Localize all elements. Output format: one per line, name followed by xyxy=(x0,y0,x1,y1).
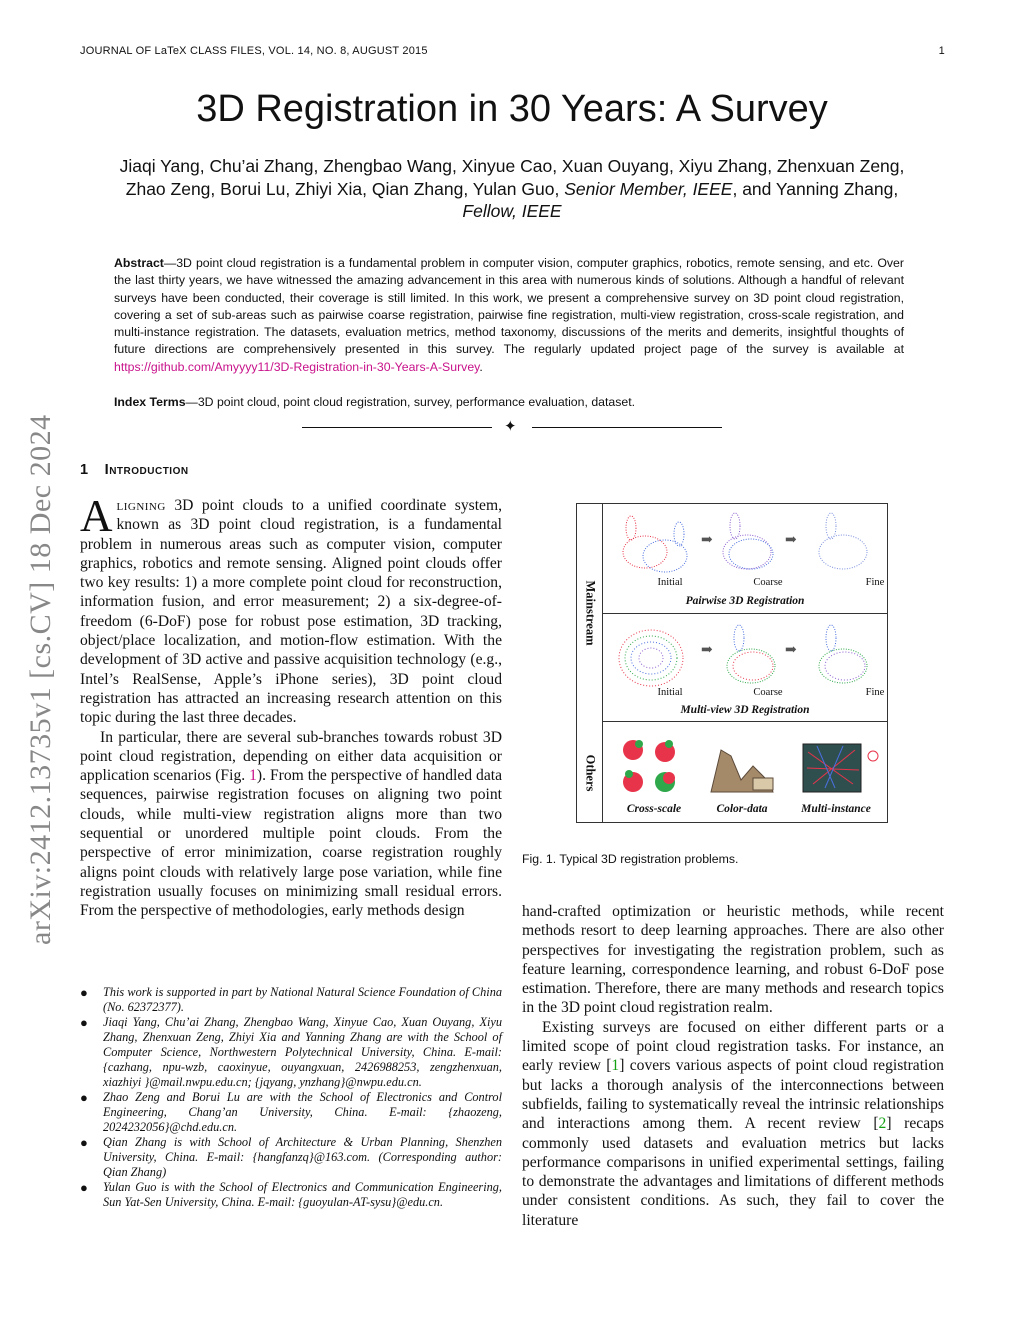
fig-ref-link[interactable]: 1 xyxy=(249,767,257,785)
ref-1-link[interactable]: 1 xyxy=(611,1057,620,1075)
multiview-row xyxy=(603,614,887,722)
running-head xyxy=(80,45,945,57)
separator-diamond-icon: ✦ xyxy=(504,419,517,435)
pairwise-row xyxy=(603,504,887,614)
section-heading: 1 Introduction xyxy=(80,462,189,478)
cross-scale-illustration xyxy=(623,740,675,792)
others-label-cross-scale: Cross-scale xyxy=(626,803,682,815)
multi-instance-illustration xyxy=(803,744,878,792)
others-label-multi-instance: Multi-instance xyxy=(801,803,871,815)
zhang-role: Fellow, IEEE xyxy=(462,201,562,221)
multiview-fine xyxy=(819,625,867,683)
index-terms: Index Terms—3D point cloud, point cloud registration, survey, performance evaluation, dataset. xyxy=(114,395,636,409)
ref-2-link[interactable]: 2 xyxy=(878,1115,887,1133)
multiview-stage-coarse: Coarse xyxy=(753,687,783,698)
multiview-stage-fine: Fine xyxy=(865,687,885,698)
multiview-stage-initial: Initial xyxy=(657,687,683,698)
abstract: Abstract—3D point cloud registration is a fundamental problem in computer vision, computer graphics, robotics, remote sensing, and etc. Over the last thirty years, we have witnessed the amazing advancement in this area with numerous kinds of solutions. Although a handful of relevant surveys have been conducted, their coverage is still limited. In this work, we present a comprehensive survey on 3D point cloud registration, covering a set of sub-areas such as pairwise coarse registration, pairwise fine registration, multi-view registration, cross-scale registration, and multi-instance registration. The datasets, evaluation metrics, method taxonomy, discussions of the merits and demerits, insightful thoughts of future directions are comprehensively presented in this survey. The regularly updated project page of the survey is available at https://github.com/Amyyyy11/3D-Registration-in-30-Years-A-Survey. xyxy=(114,256,904,374)
svg-text:➡: ➡ xyxy=(701,533,713,548)
color-data-illustration xyxy=(711,750,773,792)
footnote: ● This work is supported in part by National Natural Science Foundation of China (No. 62372377). xyxy=(80,985,502,1014)
svg-text:➡: ➡ xyxy=(785,533,797,548)
figure-side-mainstream: Mainstream xyxy=(577,504,603,722)
bunny-coarse xyxy=(723,513,773,569)
footnote: ● Yulan Guo is with the School of Electronics and Communication Engineering, Sun Yat-Sen University, China. E-mail: {guoyulan-AT-sysu}@edu.cn. xyxy=(80,1180,502,1209)
figure-1 xyxy=(576,503,888,823)
separator xyxy=(302,419,722,435)
footnotes xyxy=(80,985,502,1210)
intro-paragraph-2: In particular, there are several sub-branches towards robust 3D point cloud registration, depending on either data acquisition or application scenarios (Fig. 1). From the perspective of handled data sequences, pairwise registration focuses on aligning two point clouds, while multi-view registration aligns more than two sequential or unordered multiple point clouds. From the perspective of error minimization, coarse registration roughly aligns point clouds with relatively large pose variation, while fine registration usually focuses on minimizing small residual errors. From the perspective of methodologies, early methods design xyxy=(80,728,502,920)
intro-paragraph-1: Aligning 3D point clouds to a unified coordinate system, known as 3D point cloud registration, is a fundamental problem in numerous areas such as computer vision, computer graphics, robotics and remote sensing. Aligned point clouds offer two key results: 1) a more complete point cloud for reconstruction, information fusion, and error measurement; 2) a six-degree-of-freedom (6-DoF) pose for robust pose estimation, 3D tracking, object/place localization, and motion-flow estimation. With the development of 3D active and passive acquisition technology (e.g., Intel’s RealSense, Apple’s iPhone series), 3D point cloud registration has attracted an increasing research attention on this topic during the last three decades. xyxy=(80,491,502,727)
footnote: ● Qian Zhang is with School of Architecture & Urban Planning, Shenzhen University, China. E-mail: {hangfanzq}@163.com. (Corresponding author: Qian Zhang) xyxy=(80,1135,502,1179)
others-label-color-data: Color-data xyxy=(716,803,768,815)
multiview-initial xyxy=(619,630,683,686)
intro-right-column xyxy=(522,902,944,1230)
intro-paragraph-2-continued: hand-crafted optimization or heuristic methods, while recent methods resort to deep learning approaches. There are also other perspectives for investigating the registration problem, such as feature learning, correspondence learning, and robust 6-DoF pose estimation. Therefore, there are many methods and research topics in the 3D point cloud registration realm. xyxy=(522,903,944,1017)
author-list: Jiaqi Yang, Chu’ai Zhang, Zhengbao Wang, Xinyue Cao, Xuan Ouyang, Xiyu Zhang, Zhenxuan Zeng, Zhao Zeng, Borui Lu, Zhiyi Xia, Qian Zhang, Yulan Guo, Senior Member, IEEE, and Yanning Zhang, Fellow, IEEE xyxy=(119,156,905,221)
intro-left-column xyxy=(80,491,502,921)
dropcap: A xyxy=(80,491,113,541)
intro-paragraph-3: Existing surveys are focused on either different parts or a limited scope of point cloud registration tasks. For instance, an early review [1] covers various aspects of point cloud registration but lacks a thorough analysis of the interconnections between subfields, failing to systematically reveal the intrinsic relationships and interactions among them. A recent review [2] recaps commonly used datasets and evaluation metrics but lacks performance comparisons in unified experimental settings, failing to demonstrate the advantages and limitations of different methods under consistent conditions. As such, they fail to cover the literature xyxy=(522,1018,944,1229)
footnote: ● Jiaqi Yang, Chu’ai Zhang, Zhengbao Wang, Xinyue Cao, Xuan Ouyang, Xiyu Zhang, Zhenxuan Zeng, Zhiyi Xia and Yanning Zhang are with the School of Computer Science, Northwestern Polytechnical University, China. E-mail: {cazhang, npu-wzb, caoxinyue, ouyangxuan, 2426988253, zengzhenxuan, xiazhiyi }@mail.nwpu.edu.cn; {jqyang, ynzhang}@nwpu.edu.cn. xyxy=(80,1015,502,1089)
project-link[interactable]: https://github.com/Amyyyy11/3D-Registration-in-30-Years-A-Survey xyxy=(114,359,480,374)
guo-role: Senior Member, IEEE xyxy=(564,178,733,199)
arxiv-stamp: arXiv:2412.13735v1 [cs.CV] 18 Dec 2024 xyxy=(24,414,57,945)
bunny-fine xyxy=(819,513,867,569)
pairwise-stage-fine: Fine xyxy=(865,577,885,588)
svg-text:➡: ➡ xyxy=(701,643,713,658)
pairwise-stage-coarse: Coarse xyxy=(753,577,783,588)
figure-caption: Fig. 1. Typical 3D registration problems. xyxy=(522,852,739,866)
figure-side-others: Others xyxy=(577,722,603,823)
multiview-coarse xyxy=(727,625,775,683)
bunny-initial xyxy=(623,516,687,572)
pairwise-stage-initial: Initial xyxy=(657,577,683,588)
footnote: ● Zhao Zeng and Borui Lu are with the School of Electronics and Control Engineering, Chang’an University, China. E-mail: {zhaozeng, 2024232056}@chd.edu.cn. xyxy=(80,1090,502,1134)
pairwise-caption: Pairwise 3D Registration xyxy=(685,595,805,607)
page-number: 1 xyxy=(938,45,945,57)
svg-text:➡: ➡ xyxy=(785,643,797,658)
paper-title: 3D Registration in 30 Years: A Survey xyxy=(196,88,828,130)
multiview-caption: Multi-view 3D Registration xyxy=(680,704,810,716)
latex-logo: LaTeX xyxy=(154,45,187,57)
abstract-label: Abstract xyxy=(114,256,164,270)
others-row xyxy=(603,722,887,823)
journal-name: JOURNAL OF LaTeX CLASS FILES, VOL. 14, NO. 8, AUGUST 2015 xyxy=(80,45,428,57)
